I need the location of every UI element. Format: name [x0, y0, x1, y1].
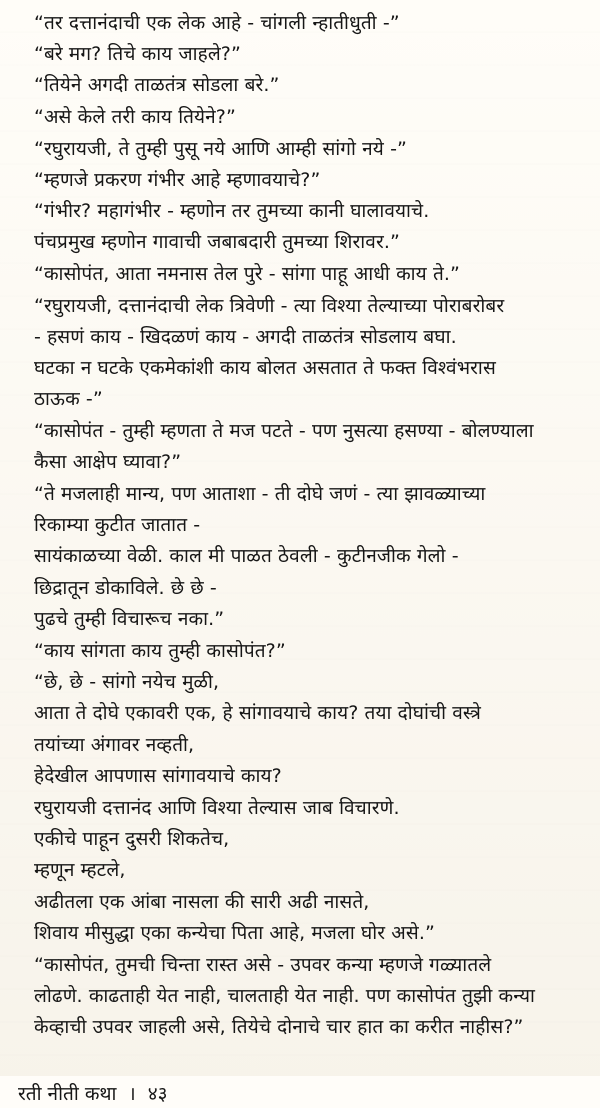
book-title: रती नीती कथा	[18, 1083, 117, 1105]
footer-text	[18, 1080, 168, 1106]
line-31: “कासोपंत, तुमची चिन्ता रास्त असे - उपवर कन्या म्हणजे गळ्यातले	[34, 954, 492, 976]
line-7: “गंभीर? महागंभीर - म्हणोन तर तुमच्या कानी घालावयाचे.	[34, 200, 430, 222]
line-4: “असे केले तरी काय तियेने?”	[34, 106, 236, 128]
line-10: “रघुरायजी, दत्तानंदाची लेक त्रिवेणी - त्या विश्या तेल्याच्या पोराबरोबर	[34, 295, 505, 317]
text-block	[34, 14, 590, 1090]
line-26: रघुरायजी दत्तानंद आणि विश्या तेल्यास जाब विचारणे.	[34, 797, 400, 819]
line-5: “रघुरायजी, ते तुम्ही पुसू नये आणि आम्ही सांगो नये -”	[34, 138, 407, 160]
line-20: पुढचे तुम्ही विचारूच नका.”	[34, 608, 225, 630]
line-21: “काय सांगता काय तुम्ही कासोपंत?”	[34, 640, 286, 662]
line-1: “तर दत्तानंदाची एक लेक आहे - चांगली न्हातीधुती -”	[34, 12, 400, 34]
line-24: तयांच्या अंगावर नव्हती,	[34, 734, 195, 756]
line-3: “तियेने अगदी ताळतंत्र सोडला बरे.”	[34, 74, 280, 96]
line-8: पंचप्रमुख म्हणोन गावाची जबाबदारी तुमच्या शिरावर.”	[34, 231, 400, 253]
line-16: “ते मजलाही मान्य, पण आताशा - ती दोघे जणं - त्या झावळ्याच्या	[34, 483, 486, 505]
line-32: लोढणे. काढताही येत नाही, चालताही येत नाही. पण कासोपंत तुझी कन्या	[34, 985, 535, 1007]
line-33: केव्हाची उपवर जाहली असे, तियेचे दोनाचे चार हात का करीत नाहीस?”	[34, 1016, 524, 1038]
line-6: “म्हणजे प्रकरण गंभीर आहे म्हणावयाचे?”	[34, 169, 321, 191]
line-14: “कासोपंत - तुम्ही म्हणता ते मज पटते - पण नुसत्या हसण्या - बोलण्याला	[34, 420, 534, 442]
line-2: “बरे मग? तिचे काय जाहले?”	[34, 43, 241, 65]
line-13: ठाऊक -”	[34, 388, 103, 410]
line-25: हेदेखील आपणास सांगावयाचे काय?	[34, 765, 282, 787]
line-12: घटका न घटके एकमेकांशी काय बोलत असतात ते फक्त विश्वंभरास	[34, 357, 496, 379]
line-11: - हसणं काय - खिदळणं काय - अगदी ताळतंत्र सोडलाय बघा.	[34, 326, 457, 348]
line-28: म्हणून म्हटले,	[34, 859, 126, 881]
line-29: अढीतला एक आंबा नासला की सारी अढी नासते,	[34, 891, 370, 913]
footer-separator: ।	[128, 1083, 136, 1105]
footer	[0, 1076, 600, 1108]
line-27: एकीचे पाहून दुसरी शिकतेच,	[34, 828, 230, 850]
line-19: छिद्रातून डोकाविले. छे छे -	[34, 577, 217, 599]
line-17: रिकाम्या कुटीत जातात -	[34, 514, 201, 536]
line-18: सायंकाळच्या वेळी. काल मी पाळत ठेवली - कुटीनजीक गेलो -	[34, 545, 459, 567]
line-15: कैसा आक्षेप घ्यावा?”	[34, 451, 182, 473]
line-9: “कासोपंत, आता नमनास तेल पुरे - सांगा पाहू आधी काय ते.”	[34, 263, 460, 285]
line-23: आता ते दोघे एकावरी एक, हे सांगावयाचे काय? तया दोघांची वस्त्रे	[34, 702, 481, 724]
line-30: शिवाय मीसुद्धा एका कन्येचा पिता आहे, मजला घोर असे.”	[34, 922, 435, 944]
line-22: “छे, छे - सांगो नयेच मुळी,	[34, 671, 220, 693]
page-number: ४३	[147, 1083, 168, 1105]
